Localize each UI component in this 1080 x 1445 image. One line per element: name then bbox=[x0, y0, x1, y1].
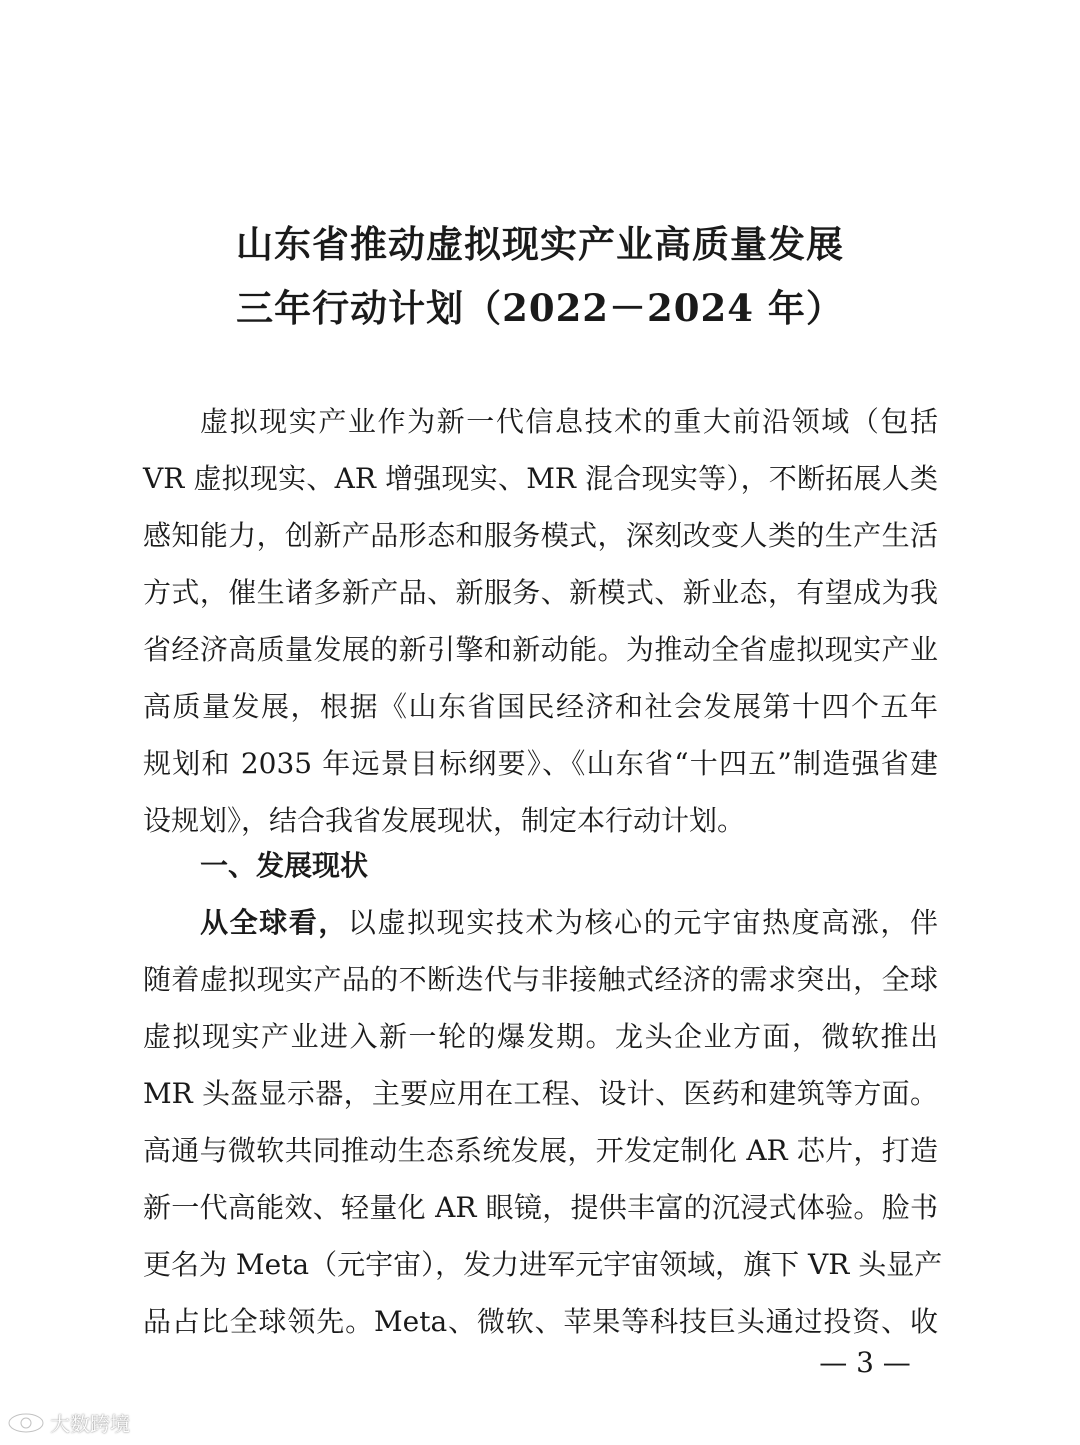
watermark-text: 大数跨境 bbox=[50, 1412, 130, 1436]
document-title-line-1: 山东省推动虚拟现实产业高质量发展 bbox=[236, 222, 844, 266]
paragraph-line bbox=[200, 903, 938, 943]
paragraph-line: 随着虚拟现实产品的不断迭代与非接触式经济的需求突出，全球 bbox=[143, 963, 938, 996]
global-line-1-rest: 以虚拟现实技术为核心的元宇宙热度高涨，伴 bbox=[347, 906, 938, 939]
paragraph-line: 高质量发展，根据《山东省国民经济和社会发展第十四个五年 bbox=[143, 690, 938, 723]
paragraph-line: 设规划》，结合我省发展现状，制定本行动计划。 bbox=[143, 804, 746, 837]
global-lead-bold: 从全球看， bbox=[200, 906, 348, 939]
paragraph-line: MR 头盔显示器，主要应用在工程、设计、医药和建筑等方面。 bbox=[143, 1077, 938, 1110]
paragraph-line: 省经济高质量发展的新引擎和新动能。为推动全省虚拟现实产业 bbox=[143, 633, 938, 666]
paragraph-line: 新一代高能效、轻量化 AR 眼镜，提供丰富的沉浸式体验。脸书 bbox=[143, 1191, 938, 1224]
paragraph-line: 规划和 2035 年远景目标纲要》、《山东省“十四五”制造强省建 bbox=[143, 747, 938, 780]
paragraph-line: 虚拟现实产业进入新一轮的爆发期。龙头企业方面，微软推出 bbox=[143, 1020, 938, 1053]
eye-logo-icon bbox=[6, 1410, 46, 1436]
paragraph-line: 品占比全球领先。Meta、微软、苹果等科技巨头通过投资、收 bbox=[143, 1305, 938, 1338]
paragraph-line: 方式，催生诸多新产品、新服务、新模式、新业态，有望成为我 bbox=[143, 576, 938, 609]
page-number: — 3 — bbox=[819, 1346, 911, 1379]
paragraph-line: 高通与微软共同推动生态系统发展，开发定制化 AR 芯片，打造 bbox=[143, 1134, 938, 1167]
section-heading: 一、发展现状 bbox=[200, 849, 369, 882]
document-title-line-2: 三年行动计划（2022－2024 年） bbox=[236, 286, 844, 330]
paragraph-line: 更名为 Meta（元宇宙），发力进军元宇宙领域，旗下 VR 头显产 bbox=[143, 1248, 943, 1281]
paragraph-line: VR 虚拟现实、AR 增强现实、MR 混合现实等），不断拓展人类 bbox=[143, 462, 938, 495]
paragraph-line: 虚拟现实产业作为新一代信息技术的重大前沿领域（包括 bbox=[200, 405, 938, 438]
watermark bbox=[6, 1408, 130, 1437]
paragraph-line: 感知能力，创新产品形态和服务模式，深刻改变人类的生产生活 bbox=[143, 519, 938, 552]
